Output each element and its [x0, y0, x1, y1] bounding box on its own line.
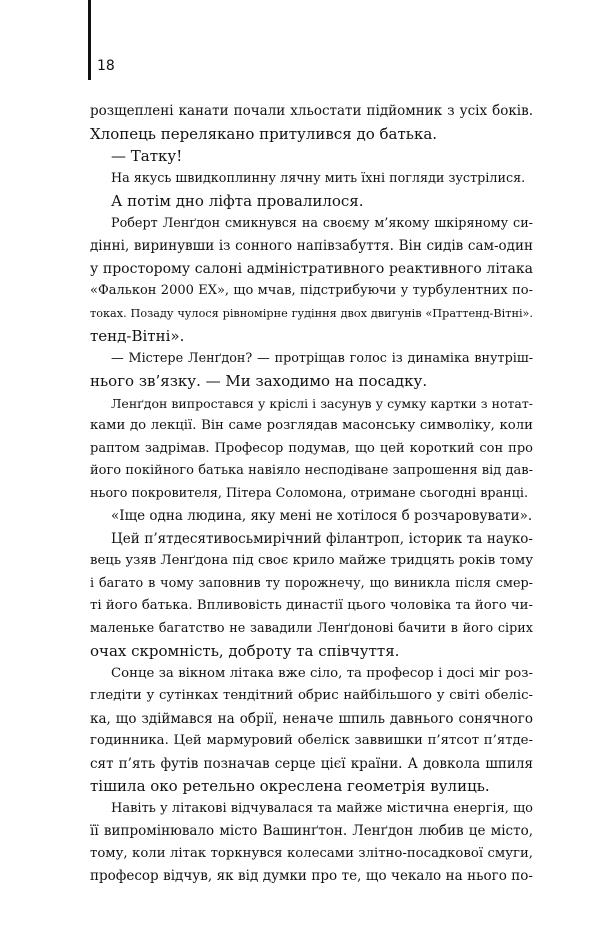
text-line: тенд-Вітні».	[90, 327, 185, 345]
text-line: токах. Позаду чулося рівномірне гудіння двох двигунів «Праттенд-Вітні».	[90, 306, 533, 320]
text-line: «Іще одна людина, яку мені не хотілося б розчаровувати».	[111, 508, 533, 524]
text-line: у просторому салоні адміністративного реактивного літака	[90, 260, 533, 277]
text-line: її випромінювало місто Вашинґтон. Ленґдон любив це місто,	[90, 823, 533, 839]
text-line: — Татку!	[111, 147, 183, 165]
body-text	[90, 100, 533, 888]
text-line: маленьке багатство не завадили Ленґдонові бачити в його сірих	[90, 620, 533, 636]
text-line: Навіть у літакові відчувалася та майже містична енергія, що	[111, 800, 533, 816]
text-line: ка, що здіймався на обрії, неначе шпиль давнього сонячного	[90, 710, 533, 727]
text-line: тому, коли літак торкнувся колесами злітно-посадкової смуги,	[90, 845, 533, 861]
text-line: Хлопець перелякано притулився до батька.	[90, 124, 438, 143]
text-line: нього зв’язку. — Ми заходимо на посадку.	[90, 372, 428, 390]
text-line: годинника. Цей мармуровий обеліск заввишки п’ятсот п’ятде-	[90, 733, 533, 748]
text-line: — Містере Ленґдон? — протріщав голос із динаміка внутріш-	[111, 350, 533, 366]
text-line: ті його батька. Впливовість династії цього чоловіка та його чи-	[90, 598, 533, 613]
text-line: гледіти у сутінках тендітний обрис найбільшого у світі обеліс-	[90, 688, 533, 703]
margin-rule	[88, 0, 91, 80]
text-line: його покійного батька навіяло несподіване запрошення від дав-	[90, 463, 533, 478]
text-line: тішила око ретельно окреслена геометрія вулиць.	[90, 777, 490, 795]
text-line: сят п’ять футів позначав серце цієї країни. А довкола шпиля	[90, 755, 533, 772]
text-line: На якусь швидкоплинну лячну мить їхні погляди зустрілися.	[111, 170, 526, 186]
page-number: 18	[97, 58, 115, 74]
text-line: А потім дно ліфта провалилося.	[111, 192, 364, 210]
text-line: Сонце за вікном літака вже сіло, та професор і досі міг роз-	[111, 665, 533, 681]
text-line: дінні, виринувши із сонного напівзабуття. Він сидів сам-один	[90, 238, 533, 254]
text-line: розщеплені канати почали хльостати підйомник з усіх боків.	[90, 103, 533, 119]
text-line: Ленґдон випростався у кріслі і засунув у сумку картки з нотат-	[111, 395, 533, 411]
text-line: ками до лекції. Він саме розглядав масонську символіку, коли	[90, 418, 533, 433]
text-line: «Фалькон 2000 ЕХ», що мчав, підстрибуючи у турбулентних по-	[90, 283, 533, 298]
text-line: нього покровителя, Пітера Соломона, отримане сьогодні вранці.	[90, 485, 529, 501]
text-line: професор відчув, як від думки про те, що чекало на нього по-	[90, 868, 533, 884]
text-line: раптом задрімав. Професор подумав, що цей короткий сон про	[90, 440, 533, 456]
text-line: Цей п’ятдесятивосьмирічний філантроп, історик та науко-	[111, 530, 533, 547]
text-line: очах скромність, доброту та співчуття.	[90, 642, 400, 660]
text-line: і багато в чому заповнив ту порожнечу, що виникла після смер-	[90, 575, 533, 591]
text-line: вець узяв Ленґдона під своє крило майже тридцять років тому	[90, 553, 533, 568]
text-line: Роберт Ленґдон смикнувся на своєму м’якому шкіряному си-	[111, 215, 533, 231]
